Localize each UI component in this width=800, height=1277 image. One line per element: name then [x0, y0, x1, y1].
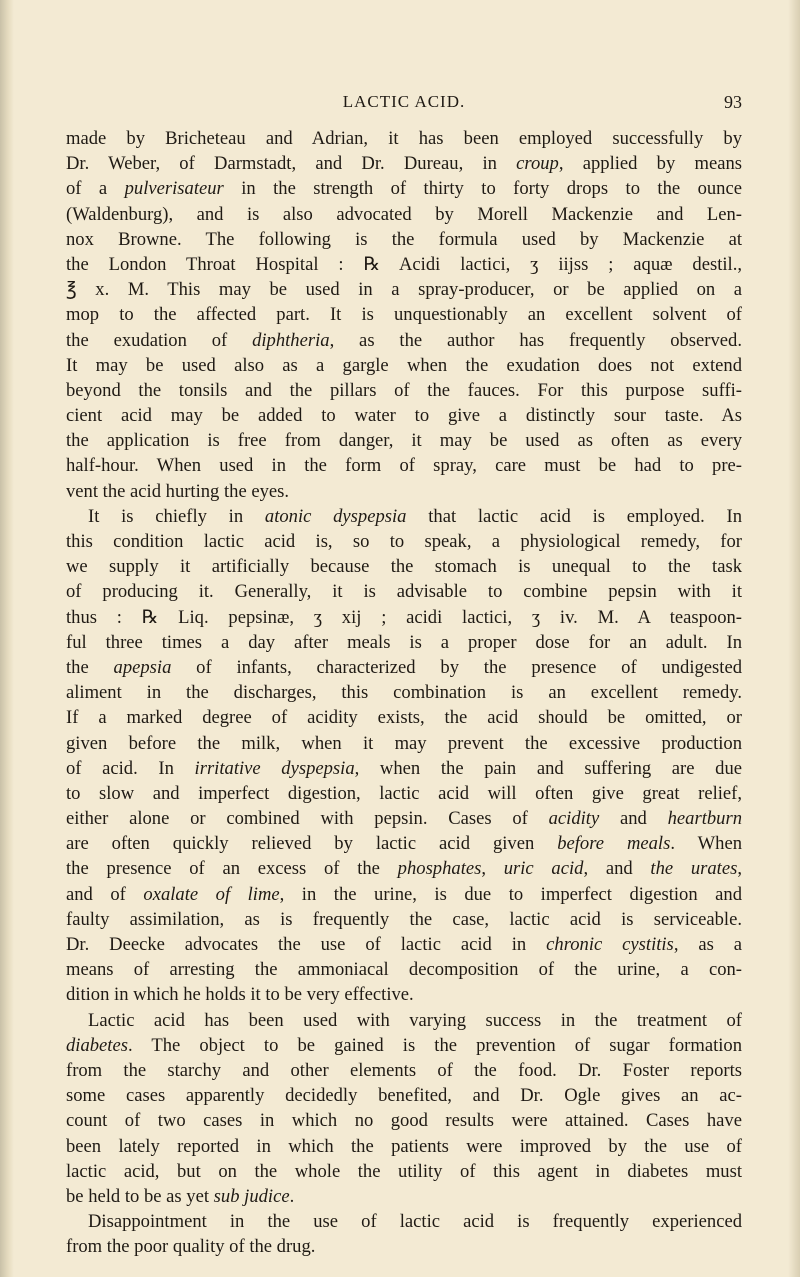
text-line: the exudation of diphtheria, as the author has frequently observed.: [66, 329, 742, 351]
page-gutter-shadow: [0, 0, 14, 1277]
text-line: are often quickly relieved by lactic acid given before meals. When: [66, 833, 742, 855]
text-line: some cases apparently decidedly benefited, and Dr. Ogle gives an ac-: [66, 1085, 742, 1107]
text-line: this condition lactic acid is, so to speak, a physiological remedy, for: [66, 531, 742, 552]
page-edge: [788, 0, 800, 1277]
text-line: and of oxalate of lime, in the urine, is due to imperfect digestion and: [66, 883, 742, 905]
text-line: Dr. Deecke advocates the use of lactic acid in chronic cystitis, as a: [66, 934, 743, 955]
text-line: ℥ x. M. This may be used in a spray-producer, or be applied on a: [66, 279, 742, 301]
text-line: the application is free from danger, it may be used as often as every: [66, 430, 742, 452]
running-head: LACTIC ACID.: [342, 92, 466, 111]
text-line: from the starchy and other elements of the food. Dr. Foster reports: [66, 1059, 742, 1081]
text-line: It may be used also as a gargle when the exudation does not extend: [66, 354, 742, 376]
text-line: of producing it. Generally, it is advisable to combine pepsin with it: [66, 581, 742, 603]
page-number: 93: [724, 92, 742, 112]
text-line: we supply it artificially because the stomach is unequal to the task: [66, 556, 742, 578]
page-header: [66, 92, 742, 116]
text-line: Dr. Weber, of Darmstadt, and Dr. Dureau, in croup, applied by means: [66, 153, 742, 175]
text-line: cient acid may be added to water to give a distinctly sour taste. As: [66, 405, 742, 427]
text-line: mop to the affected part. It is unquestionably an excellent solvent of: [66, 304, 742, 326]
text-line: from the poor quality of the drug.: [66, 1236, 316, 1258]
text-line: Disappointment in the use of lactic acid is frequently experienced: [88, 1211, 742, 1233]
body-text: [66, 126, 742, 1259]
text-line: aliment in the discharges, this combination is an excellent remedy.: [66, 682, 742, 704]
text-line: count of two cases in which no good results were attained. Cases have: [66, 1110, 742, 1132]
text-line: the London Throat Hospital : ℞ Acidi lactici, ʒ iijss ; aquæ destil.,: [66, 253, 742, 275]
text-line: beyond the tonsils and the pillars of the fauces. For this purpose suffi-: [66, 379, 742, 401]
text-line: be held to be as yet sub judice.: [66, 1185, 295, 1207]
text-line: been lately reported in which the patients were improved by the use of: [66, 1135, 742, 1157]
text-line: the presence of an excess of the phosphates, uric acid, and the urates,: [66, 858, 742, 880]
text-line: (Waldenburg), and is also advocated by Morell Mackenzie and Len-: [66, 203, 742, 225]
text-line: given before the milk, when it may prevent the excessive production: [66, 732, 742, 754]
text-line: to slow and imperfect digestion, lactic acid will often give great relief,: [66, 782, 742, 804]
text-line: lactic acid, but on the whole the utility of this agent in diabetes must: [66, 1160, 742, 1182]
text-line: the apepsia of infants, characterized by the presence of undigested: [66, 656, 742, 678]
text-line: means of arresting the ammoniacal decomposition of the urine, a con-: [66, 959, 742, 981]
text-line: made by Bricheteau and Adrian, it has been employed successfully by: [66, 128, 742, 149]
text-line: faulty assimilation, as is frequently the case, lactic acid is serviceable.: [66, 908, 742, 930]
text-line: thus : ℞ Liq. pepsinæ, ʒ xij ; acidi lactici, ʒ iv. M. A teaspoon-: [66, 606, 742, 628]
text-line: vent the acid hurting the eyes.: [66, 480, 290, 502]
text-line: It is chiefly in atonic dyspepsia that lactic acid is employed. In: [88, 505, 742, 527]
text-line: half-hour. When used in the form of spray, care must be had to pre-: [66, 455, 742, 477]
text-line: of acid. In irritative dyspepsia, when the pain and suffering are due: [66, 757, 742, 779]
text-line: nox Browne. The following is the formula used by Mackenzie at: [66, 228, 742, 250]
text-line: diabetes. The object to be gained is the prevention of sugar formation: [66, 1034, 742, 1056]
text-line: dition in which he holds it to be very effective.: [66, 984, 414, 1006]
text-line: of a pulverisateur in the strength of thirty to forty drops to the ounce: [66, 178, 742, 200]
text-line: If a marked degree of acidity exists, the acid should be omitted, or: [66, 707, 742, 729]
text-line: Lactic acid has been used with varying success in the treatment of: [88, 1009, 742, 1031]
text-line: either alone or combined with pepsin. Cases of acidity and heartburn: [66, 808, 742, 830]
text-line: ful three times a day after meals is a proper dose for an adult. In: [66, 631, 742, 653]
